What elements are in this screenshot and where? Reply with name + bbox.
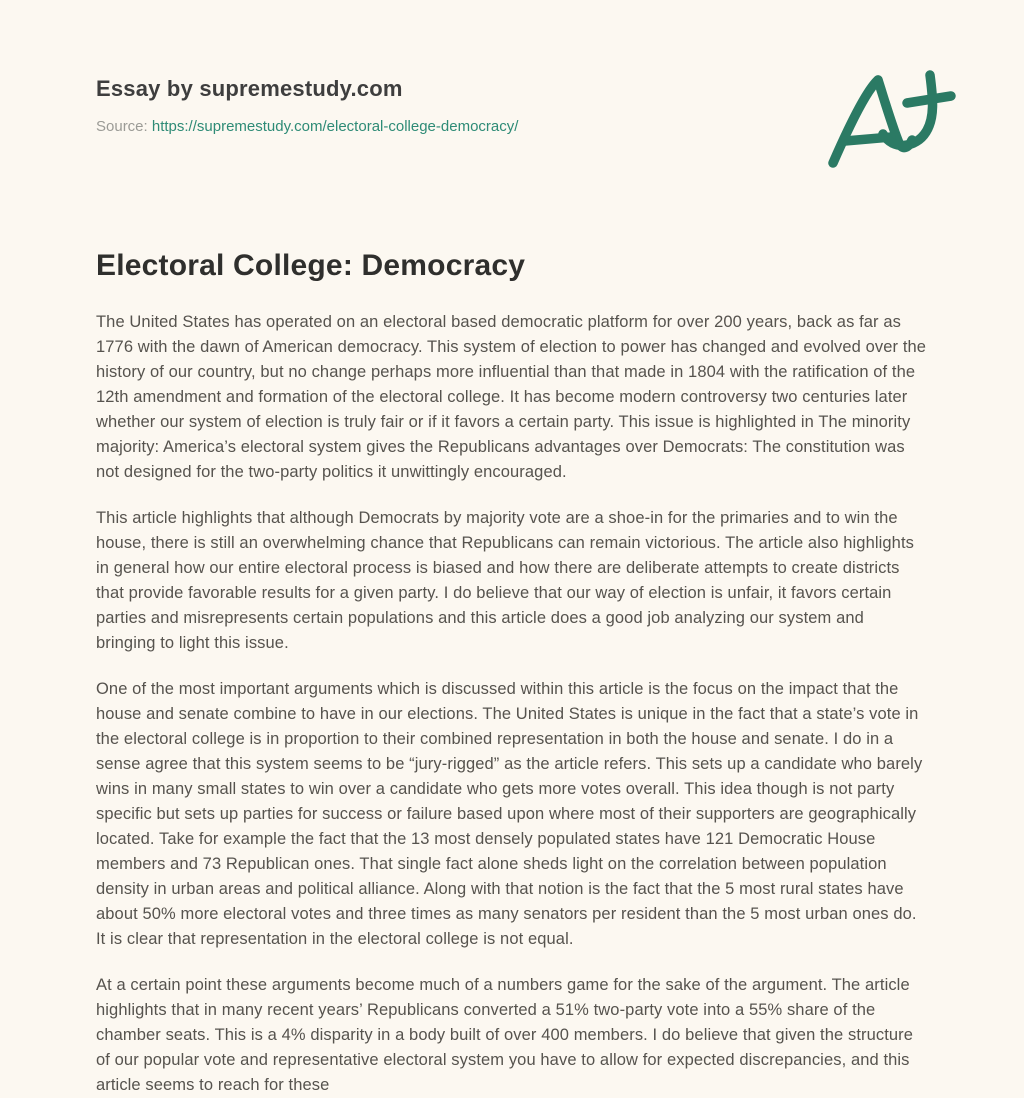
essay-body xyxy=(96,310,928,1098)
essay-paragraph: At a certain point these arguments become much of a numbers game for the sake of the argument. The article highlights that in many recent years’ Republicans converted a 51% two-party vote into a 55% share of the chamber seats. This is a 4% disparity in a body built of over 400 members. I do believe that given the structure of our popular vote and representative electoral system you have to allow for expected discrepancies, and this article seems to reach for these xyxy=(96,976,914,1094)
essay-paragraph: One of the most important arguments which is discussed within this article is the focus on the impact that the house and senate combine to have in our elections. The United States is unique in the fact that a state’s vote in the electoral college is in proportion to their combined representation in both the house and senate. I do in a sense agree that this system seems to be “jury-rigged” as the article refers. This sets up a candidate who barely wins in many small states to win over a candidate who gets more votes overall. This idea though is not party specific but sets up parties for success or failure based upon where most of their supporters are geographically located. Take for example the fact that the 13 most densely populated states have 121 Democratic House members and 73 Republican ones. That single fact alone sheds light on the correlation between population density in urban areas and political alliance. Along with that notion is the fact that the 5 most rural states have about 50% more electoral votes and three times as many senators per resident than the 5 most urban ones do. It is clear that representation in the electoral college is not equal. xyxy=(96,680,923,948)
source-label: Source: xyxy=(96,118,148,135)
a-plus-logo-icon xyxy=(820,60,962,170)
essay-title: Electoral College: Democracy xyxy=(96,249,526,282)
page-title: Essay by supremestudy.com xyxy=(96,76,403,101)
essay-paragraph: This article highlights that although Democrats by majority vote are a shoe-in for the primaries and to win the house, there is still an overwhelming chance that Republicans can remain victorious. The article also highlights in general how our entire electoral process is biased and how there are deliberate attempts to create districts that provide favorable results for a given party. I do believe that our way of election is unfair, it favors certain parties and misrepresents certain populations and this article does a good job analyzing our system and bringing to light this issue. xyxy=(96,509,914,652)
source-url-link[interactable]: https://supremestudy.com/electoral-college-democracy/ xyxy=(151,118,519,135)
source-line xyxy=(96,118,928,135)
essay-paragraph: The United States has operated on an electoral based democratic platform for over 200 years, back as far as 1776 with the dawn of American democracy. This system of election to power has changed and evolved over the history of our country, but no change perhaps more influential than that made in 1804 with the ratification of the 12th amendment and formation of the electoral college. It has become modern controversy two centuries later whether our system of election is truly fair or if it favors a certain party. This issue is highlighted in The minority majority: America’s electoral system gives the Republicans advantages over Democrats: The constitution was not designed for the two-party politics it unwittingly encouraged. xyxy=(96,313,927,481)
